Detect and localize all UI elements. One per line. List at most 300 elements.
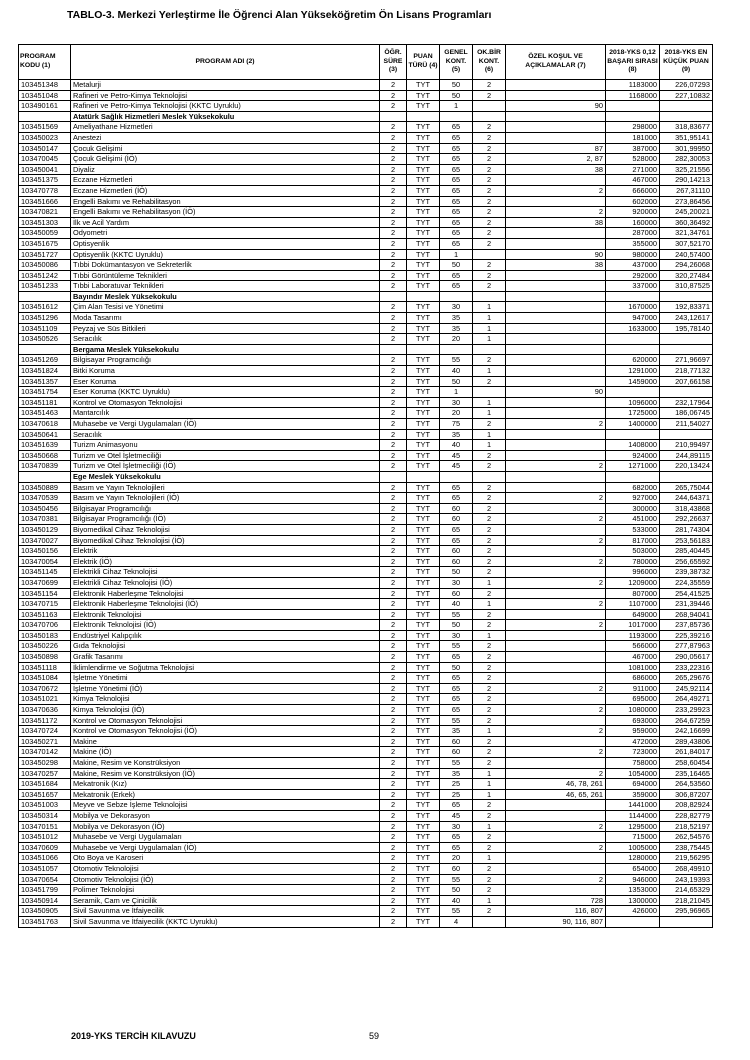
general-quota-cell: 20: [440, 408, 473, 419]
min-score-cell: 268,49910: [660, 863, 713, 874]
table-row: [19, 832, 713, 843]
duration-cell: 2: [380, 196, 407, 207]
special-conditions-cell: 2: [506, 461, 606, 472]
program-name-cell: Tıbbi Dokümantasyon ve Sekreterlik: [71, 260, 380, 271]
min-score-cell: 282,30053: [660, 154, 713, 165]
min-score-cell: 245,20021: [660, 207, 713, 218]
special-conditions-cell: [506, 652, 606, 663]
program-code-cell: 103451763: [19, 916, 71, 927]
table-row: [19, 736, 713, 747]
success-rank-cell: [606, 387, 660, 398]
top-student-quota-cell: 1: [473, 334, 506, 345]
program-name-cell: Bilgisayar Programcılığı: [71, 503, 380, 514]
program-code-cell: 103470654: [19, 874, 71, 885]
min-score-cell: 325,21556: [660, 164, 713, 175]
top-student-quota-cell: 2: [473, 885, 506, 896]
program-name-cell: Kimya Teknolojisi: [71, 694, 380, 705]
success-rank-cell: 437000: [606, 260, 660, 271]
general-quota-cell: 35: [440, 429, 473, 440]
min-score-cell: 231,39446: [660, 599, 713, 610]
program-name-cell: Optisyenlik: [71, 238, 380, 249]
special-conditions-cell: 38: [506, 164, 606, 175]
score-type-cell: TYT: [407, 885, 440, 896]
special-conditions-cell: [506, 673, 606, 684]
header-general-quota: GENEL KONT. (5): [440, 45, 473, 80]
min-score-cell: 218,77132: [660, 366, 713, 377]
program-name-cell: Seracılık: [71, 429, 380, 440]
table-row: [19, 238, 713, 249]
special-conditions-cell: [506, 228, 606, 239]
duration-cell: 2: [380, 599, 407, 610]
general-quota-cell: 50: [440, 260, 473, 271]
program-code-cell: 103451799: [19, 885, 71, 896]
footer-guide-title: 2019-YKS TERCİH KILAVUZU: [71, 1031, 196, 1041]
score-type-cell: TYT: [407, 122, 440, 133]
table-row: [19, 630, 713, 641]
special-conditions-cell: 2: [506, 726, 606, 737]
program-name-cell: Gıda Teknolojisi: [71, 641, 380, 652]
score-type-cell: TYT: [407, 397, 440, 408]
table-row: [19, 366, 713, 377]
table-row: [19, 535, 713, 546]
min-score-cell: 264,67259: [660, 715, 713, 726]
duration-cell: 2: [380, 376, 407, 387]
success-rank-cell: 528000: [606, 154, 660, 165]
score-type-cell: TYT: [407, 567, 440, 578]
general-quota-cell: 65: [440, 270, 473, 281]
duration-cell: 2: [380, 101, 407, 112]
duration-cell: 2: [380, 440, 407, 451]
table-row: [19, 863, 713, 874]
min-score-cell: [660, 916, 713, 927]
program-name-cell: Rafineri ve Petro-Kimya Teknolojisi: [71, 90, 380, 101]
special-conditions-cell: 2: [506, 207, 606, 218]
top-student-quota-cell: 1: [473, 440, 506, 451]
min-score-cell: 264,49271: [660, 694, 713, 705]
section-row: [19, 111, 713, 122]
success-rank-cell: 472000: [606, 736, 660, 747]
top-student-quota-cell: 1: [473, 853, 506, 864]
top-student-quota-cell: 1: [473, 895, 506, 906]
score-type-cell: TYT: [407, 694, 440, 705]
score-type-cell: TYT: [407, 736, 440, 747]
program-code-cell: 103470672: [19, 683, 71, 694]
special-conditions-cell: [506, 885, 606, 896]
general-quota-cell: 50: [440, 620, 473, 631]
top-student-quota-cell: 1: [473, 408, 506, 419]
success-rank-cell: 924000: [606, 450, 660, 461]
top-student-quota-cell: 2: [473, 143, 506, 154]
program-code-cell: 103450526: [19, 334, 71, 345]
duration-cell: 2: [380, 726, 407, 737]
score-type-cell: TYT: [407, 387, 440, 398]
table-row: [19, 758, 713, 769]
table-row: [19, 874, 713, 885]
section-empty-cell: [606, 111, 660, 122]
program-name-cell: Elektronik Teknolojisi (İÖ): [71, 620, 380, 631]
top-student-quota-cell: 2: [473, 185, 506, 196]
program-code-cell: 103451057: [19, 863, 71, 874]
top-student-quota-cell: 2: [473, 524, 506, 535]
score-type-cell: TYT: [407, 313, 440, 324]
duration-cell: 2: [380, 916, 407, 927]
table-row: [19, 228, 713, 239]
program-code-cell: 103451084: [19, 673, 71, 684]
program-name-cell: Elektrik (İÖ): [71, 556, 380, 567]
duration-cell: 2: [380, 143, 407, 154]
program-name-cell: Moda Tasarımı: [71, 313, 380, 324]
special-conditions-cell: 46, 78, 261: [506, 779, 606, 790]
success-rank-cell: 467000: [606, 175, 660, 186]
min-score-cell: 195,78140: [660, 323, 713, 334]
general-quota-cell: 65: [440, 122, 473, 133]
program-name-cell: Endüstriyel Kalıpçılık: [71, 630, 380, 641]
min-score-cell: 265,29676: [660, 673, 713, 684]
table-row: [19, 397, 713, 408]
top-student-quota-cell: 2: [473, 482, 506, 493]
table-row: [19, 546, 713, 557]
success-rank-cell: 1280000: [606, 853, 660, 864]
table-row: [19, 768, 713, 779]
success-rank-cell: 451000: [606, 514, 660, 525]
top-student-quota-cell: 2: [473, 270, 506, 281]
section-empty-cell: [660, 111, 713, 122]
program-code-cell: 103451145: [19, 567, 71, 578]
duration-cell: 2: [380, 270, 407, 281]
top-student-quota-cell: 2: [473, 810, 506, 821]
success-rank-cell: 566000: [606, 641, 660, 652]
program-code-cell: 103451109: [19, 323, 71, 334]
success-rank-cell: 300000: [606, 503, 660, 514]
top-student-quota-cell: 2: [473, 662, 506, 673]
success-rank-cell: 686000: [606, 673, 660, 684]
program-code-cell: 103451003: [19, 800, 71, 811]
min-score-cell: 207,66158: [660, 376, 713, 387]
special-conditions-cell: [506, 302, 606, 313]
program-name-cell: Muhasebe ve Vergi Uygulamaları (İÖ): [71, 842, 380, 853]
duration-cell: 2: [380, 874, 407, 885]
score-type-cell: TYT: [407, 662, 440, 673]
special-conditions-cell: 90: [506, 387, 606, 398]
program-code-cell: 103451569: [19, 122, 71, 133]
duration-cell: 2: [380, 588, 407, 599]
top-student-quota-cell: 2: [473, 863, 506, 874]
program-code-cell: 103451727: [19, 249, 71, 260]
special-conditions-cell: [506, 366, 606, 377]
general-quota-cell: 45: [440, 450, 473, 461]
section-empty-cell: [506, 344, 606, 355]
special-conditions-cell: [506, 440, 606, 451]
special-conditions-cell: [506, 810, 606, 821]
special-conditions-cell: [506, 588, 606, 599]
min-score-cell: 237,85736: [660, 620, 713, 631]
duration-cell: 2: [380, 397, 407, 408]
program-code-cell: 103450129: [19, 524, 71, 535]
score-type-cell: TYT: [407, 630, 440, 641]
top-student-quota-cell: 2: [473, 450, 506, 461]
duration-cell: 2: [380, 673, 407, 684]
special-conditions-cell: [506, 376, 606, 387]
score-type-cell: TYT: [407, 726, 440, 737]
top-student-quota-cell: 1: [473, 768, 506, 779]
min-score-cell: 233,22316: [660, 662, 713, 673]
min-score-cell: 267,31110: [660, 185, 713, 196]
section-code-cell: [19, 471, 71, 482]
score-type-cell: TYT: [407, 546, 440, 557]
top-student-quota-cell: 2: [473, 609, 506, 620]
table-row: [19, 641, 713, 652]
duration-cell: 2: [380, 768, 407, 779]
program-name-cell: Biyomedikal Cihaz Teknolojisi (İÖ): [71, 535, 380, 546]
program-name-cell: Çocuk Gelişimi: [71, 143, 380, 154]
program-code-cell: 103470045: [19, 154, 71, 165]
duration-cell: 2: [380, 514, 407, 525]
success-rank-cell: 946000: [606, 874, 660, 885]
program-code-cell: 103470027: [19, 535, 71, 546]
duration-cell: 2: [380, 683, 407, 694]
score-type-cell: TYT: [407, 821, 440, 832]
top-student-quota-cell: 2: [473, 260, 506, 271]
general-quota-cell: 65: [440, 673, 473, 684]
special-conditions-cell: 2: [506, 620, 606, 631]
top-student-quota-cell: 2: [473, 588, 506, 599]
special-conditions-cell: 2, 87: [506, 154, 606, 165]
score-type-cell: TYT: [407, 164, 440, 175]
success-rank-cell: 1459000: [606, 376, 660, 387]
program-code-cell: 103451296: [19, 313, 71, 324]
min-score-cell: 233,29923: [660, 705, 713, 716]
top-student-quota-cell: 2: [473, 652, 506, 663]
table-row: [19, 90, 713, 101]
table-row: [19, 599, 713, 610]
section-empty-cell: [380, 291, 407, 302]
table-row: [19, 609, 713, 620]
section-empty-cell: [606, 344, 660, 355]
program-name-cell: Meyve ve Sebze İşleme Teknolojisi: [71, 800, 380, 811]
min-score-cell: 310,87525: [660, 281, 713, 292]
section-empty-cell: [407, 471, 440, 482]
min-score-cell: 256,65592: [660, 556, 713, 567]
duration-cell: 2: [380, 80, 407, 91]
special-conditions-cell: [506, 567, 606, 578]
program-code-cell: 103450914: [19, 895, 71, 906]
top-student-quota-cell: 2: [473, 694, 506, 705]
table-row: [19, 429, 713, 440]
top-student-quota-cell: 1: [473, 302, 506, 313]
top-student-quota-cell: 1: [473, 366, 506, 377]
program-name-cell: Grafik Tasarımı: [71, 652, 380, 663]
general-quota-cell: 50: [440, 885, 473, 896]
top-student-quota-cell: 2: [473, 546, 506, 557]
program-code-cell: 103470821: [19, 207, 71, 218]
table-row: [19, 207, 713, 218]
section-empty-cell: [407, 291, 440, 302]
top-student-quota-cell: 2: [473, 175, 506, 186]
score-type-cell: TYT: [407, 779, 440, 790]
success-rank-cell: 666000: [606, 185, 660, 196]
program-name-cell: İlk ve Acil Yardım: [71, 217, 380, 228]
score-type-cell: TYT: [407, 800, 440, 811]
duration-cell: 2: [380, 450, 407, 461]
table-row: [19, 588, 713, 599]
min-score-cell: [660, 387, 713, 398]
table-row: [19, 800, 713, 811]
general-quota-cell: 65: [440, 175, 473, 186]
score-type-cell: TYT: [407, 641, 440, 652]
program-name-cell: Makine, Resim ve Konstrüksiyon (İÖ): [71, 768, 380, 779]
success-rank-cell: 927000: [606, 493, 660, 504]
general-quota-cell: 65: [440, 705, 473, 716]
table-body: [19, 80, 713, 928]
general-quota-cell: 65: [440, 143, 473, 154]
success-rank-cell: [606, 101, 660, 112]
score-type-cell: TYT: [407, 175, 440, 186]
program-code-cell: 103470539: [19, 493, 71, 504]
special-conditions-cell: 116, 807: [506, 906, 606, 917]
general-quota-cell: 1: [440, 249, 473, 260]
min-score-cell: 224,35559: [660, 577, 713, 588]
general-quota-cell: 60: [440, 556, 473, 567]
table-row: [19, 334, 713, 345]
program-name-cell: Elektrikli Cihaz Teknolojisi (İÖ): [71, 577, 380, 588]
success-rank-cell: 695000: [606, 694, 660, 705]
general-quota-cell: 60: [440, 736, 473, 747]
special-conditions-cell: [506, 853, 606, 864]
program-name-cell: Makine: [71, 736, 380, 747]
program-name-cell: Makine (İÖ): [71, 747, 380, 758]
top-student-quota-cell: 2: [473, 238, 506, 249]
table-row: [19, 885, 713, 896]
success-rank-cell: 694000: [606, 779, 660, 790]
success-rank-cell: 758000: [606, 758, 660, 769]
general-quota-cell: 55: [440, 609, 473, 620]
section-empty-cell: [473, 111, 506, 122]
duration-cell: 2: [380, 895, 407, 906]
top-student-quota-cell: 1: [473, 313, 506, 324]
program-code-cell: 103450183: [19, 630, 71, 641]
section-row: [19, 291, 713, 302]
score-type-cell: TYT: [407, 906, 440, 917]
duration-cell: 2: [380, 885, 407, 896]
table-row: [19, 821, 713, 832]
program-name-cell: Otomotiv Teknolojisi (İÖ): [71, 874, 380, 885]
success-rank-cell: 1096000: [606, 397, 660, 408]
special-conditions-cell: [506, 736, 606, 747]
success-rank-cell: 1408000: [606, 440, 660, 451]
success-rank-cell: 1271000: [606, 461, 660, 472]
program-code-cell: 103450156: [19, 546, 71, 557]
special-conditions-cell: [506, 175, 606, 186]
special-conditions-cell: 90: [506, 101, 606, 112]
program-name-cell: Engelli Bakımı ve Rehabilitasyon: [71, 196, 380, 207]
top-student-quota-cell: [473, 101, 506, 112]
table-row: [19, 747, 713, 758]
duration-cell: 2: [380, 387, 407, 398]
program-code-cell: 103451163: [19, 609, 71, 620]
table-row: [19, 493, 713, 504]
success-rank-cell: 1441000: [606, 800, 660, 811]
special-conditions-cell: 2: [506, 556, 606, 567]
section-empty-cell: [660, 344, 713, 355]
program-name-cell: Ameliyathane Hizmetleri: [71, 122, 380, 133]
top-student-quota-cell: 2: [473, 90, 506, 101]
program-code-cell: 103451021: [19, 694, 71, 705]
top-student-quota-cell: 2: [473, 535, 506, 546]
special-conditions-cell: 2: [506, 535, 606, 546]
success-rank-cell: 620000: [606, 355, 660, 366]
special-conditions-cell: [506, 630, 606, 641]
top-student-quota-cell: 2: [473, 493, 506, 504]
table-row: [19, 270, 713, 281]
score-type-cell: TYT: [407, 419, 440, 430]
duration-cell: 2: [380, 662, 407, 673]
special-conditions-cell: [506, 715, 606, 726]
min-score-cell: 290,14213: [660, 175, 713, 186]
general-quota-cell: 35: [440, 323, 473, 334]
section-row: [19, 344, 713, 355]
top-student-quota-cell: 2: [473, 715, 506, 726]
duration-cell: 2: [380, 493, 407, 504]
min-score-cell: [660, 334, 713, 345]
section-empty-cell: [440, 471, 473, 482]
program-name-cell: Çocuk Gelişimi (İÖ): [71, 154, 380, 165]
section-empty-cell: [606, 291, 660, 302]
score-type-cell: TYT: [407, 132, 440, 143]
min-score-cell: 318,83677: [660, 122, 713, 133]
table-row: [19, 514, 713, 525]
success-rank-cell: 911000: [606, 683, 660, 694]
special-conditions-cell: 38: [506, 217, 606, 228]
general-quota-cell: 40: [440, 366, 473, 377]
success-rank-cell: 996000: [606, 567, 660, 578]
program-code-cell: 103450041: [19, 164, 71, 175]
table-row: [19, 164, 713, 175]
duration-cell: 2: [380, 217, 407, 228]
top-student-quota-cell: 1: [473, 779, 506, 790]
min-score-cell: 235,16465: [660, 768, 713, 779]
header-duration: ÖĞR. SÜRE (3): [380, 45, 407, 80]
score-type-cell: TYT: [407, 90, 440, 101]
special-conditions-cell: [506, 482, 606, 493]
min-score-cell: 307,52170: [660, 238, 713, 249]
general-quota-cell: 55: [440, 715, 473, 726]
table-row: [19, 694, 713, 705]
general-quota-cell: 40: [440, 440, 473, 451]
section-empty-cell: [407, 344, 440, 355]
program-code-cell: 103450641: [19, 429, 71, 440]
program-code-cell: 103451242: [19, 270, 71, 281]
section-empty-cell: [440, 344, 473, 355]
table-row: [19, 260, 713, 271]
section-title: Bergama Meslek Yüksekokulu: [71, 344, 380, 355]
min-score-cell: 292,26637: [660, 514, 713, 525]
special-conditions-cell: [506, 662, 606, 673]
general-quota-cell: 75: [440, 419, 473, 430]
min-score-cell: 218,52197: [660, 821, 713, 832]
program-name-cell: Kontrol ve Otomasyon Teknolojisi: [71, 715, 380, 726]
min-score-cell: 225,39216: [660, 630, 713, 641]
program-name-cell: Çim Alan Tesisi ve Yönetimi: [71, 302, 380, 313]
table-row: [19, 313, 713, 324]
table-row: [19, 620, 713, 631]
header-success-rank: 2018-YKS 0,12 BAŞARI SIRASI (8): [606, 45, 660, 80]
section-empty-cell: [473, 344, 506, 355]
program-name-cell: Eser Koruma (KKTC Uyruklu): [71, 387, 380, 398]
special-conditions-cell: 38: [506, 260, 606, 271]
program-code-cell: 103450889: [19, 482, 71, 493]
success-rank-cell: 467000: [606, 652, 660, 663]
special-conditions-cell: [506, 546, 606, 557]
